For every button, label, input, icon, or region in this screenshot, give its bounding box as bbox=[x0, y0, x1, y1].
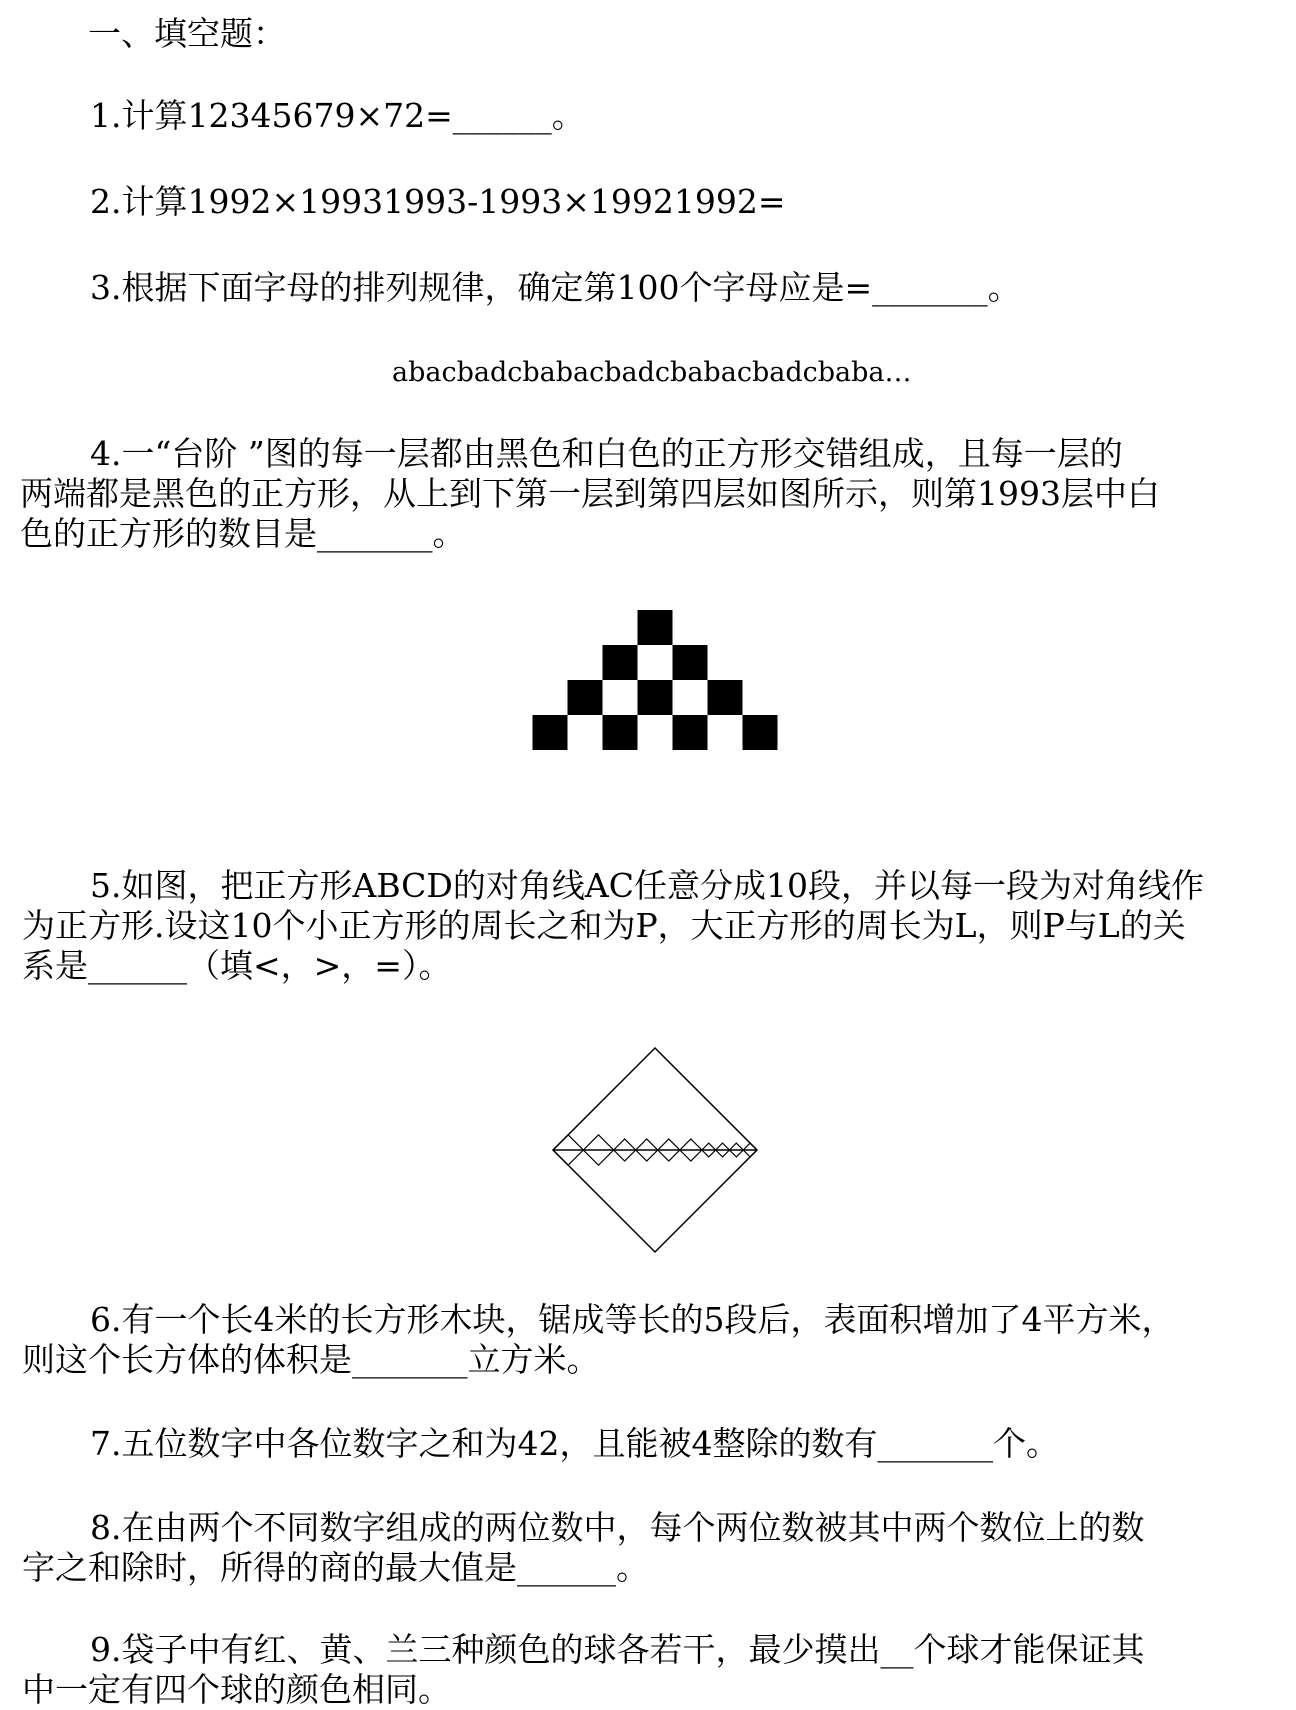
black-square bbox=[603, 715, 638, 750]
question-1: 1.计算12345679×72=______。 bbox=[90, 96, 585, 135]
white-square bbox=[638, 645, 673, 680]
letter-sequence: abacbadcbabacbadcbabacbadcbaba… bbox=[392, 357, 912, 388]
question-4-line-2: 两端都是黑色的正方形，从上到下第一层到第四层如图所示，则第1993层中白 bbox=[20, 474, 1160, 513]
section-title: 一、填空题： bbox=[88, 14, 286, 53]
question-3: 3.根据下面字母的排列规律，确定第100个字母应是=_______。 bbox=[90, 268, 1021, 307]
question-5-line-2: 为正方形.设这10个小正方形的周长之和为P，大正方形的周长为L，则P与L的关 bbox=[22, 906, 1186, 945]
white-square bbox=[638, 715, 673, 750]
question-5-line-3: 系是______（填<，>，=）。 bbox=[22, 946, 452, 985]
question-6-line-2: 则这个长方体的体积是_______立方米。 bbox=[22, 1340, 600, 1379]
black-square bbox=[568, 680, 603, 715]
black-square bbox=[533, 715, 568, 750]
black-square bbox=[708, 680, 743, 715]
black-square bbox=[673, 715, 708, 750]
question-8-line-1: 8.在由两个不同数字组成的两位数中，每个两位数被其中两个数位上的数 bbox=[90, 1508, 1145, 1547]
white-square bbox=[603, 680, 638, 715]
question-9-line-1: 9.袋子中有红、黄、兰三种颜色的球各若干，最少摸出__个球才能保证其 bbox=[90, 1630, 1145, 1669]
staircase-figure bbox=[530, 610, 780, 755]
question-9-line-2: 中一定有四个球的颜色相同。 bbox=[22, 1670, 451, 1709]
black-square bbox=[673, 645, 708, 680]
white-square bbox=[673, 680, 708, 715]
question-8-line-2: 字之和除时，所得的商的最大值是______。 bbox=[22, 1548, 649, 1587]
black-square bbox=[638, 680, 673, 715]
square-diagonal-figure bbox=[545, 1040, 765, 1260]
question-6-line-1: 6.有一个长4米的长方形木块，锯成等长的5段后，表面积增加了4平方米， bbox=[90, 1300, 1175, 1339]
white-square bbox=[708, 715, 743, 750]
white-square bbox=[568, 715, 603, 750]
question-4-line-3: 色的正方形的数目是_______。 bbox=[20, 514, 466, 553]
black-square bbox=[743, 715, 778, 750]
question-7: 7.五位数字中各位数字之和为42，且能被4整除的数有_______个。 bbox=[90, 1424, 1059, 1463]
question-2: 2.计算1992×19931993-1993×19921992= bbox=[90, 182, 786, 221]
black-square bbox=[638, 610, 673, 645]
black-square bbox=[603, 645, 638, 680]
question-5-line-1: 5.如图，把正方形ABCD的对角线AC任意分成10段，并以每一段为对角线作 bbox=[90, 866, 1204, 905]
question-4-line-1: 4.一“台阶 ”图的每一层都由黑色和白色的正方形交错组成，且每一层的 bbox=[90, 434, 1123, 473]
